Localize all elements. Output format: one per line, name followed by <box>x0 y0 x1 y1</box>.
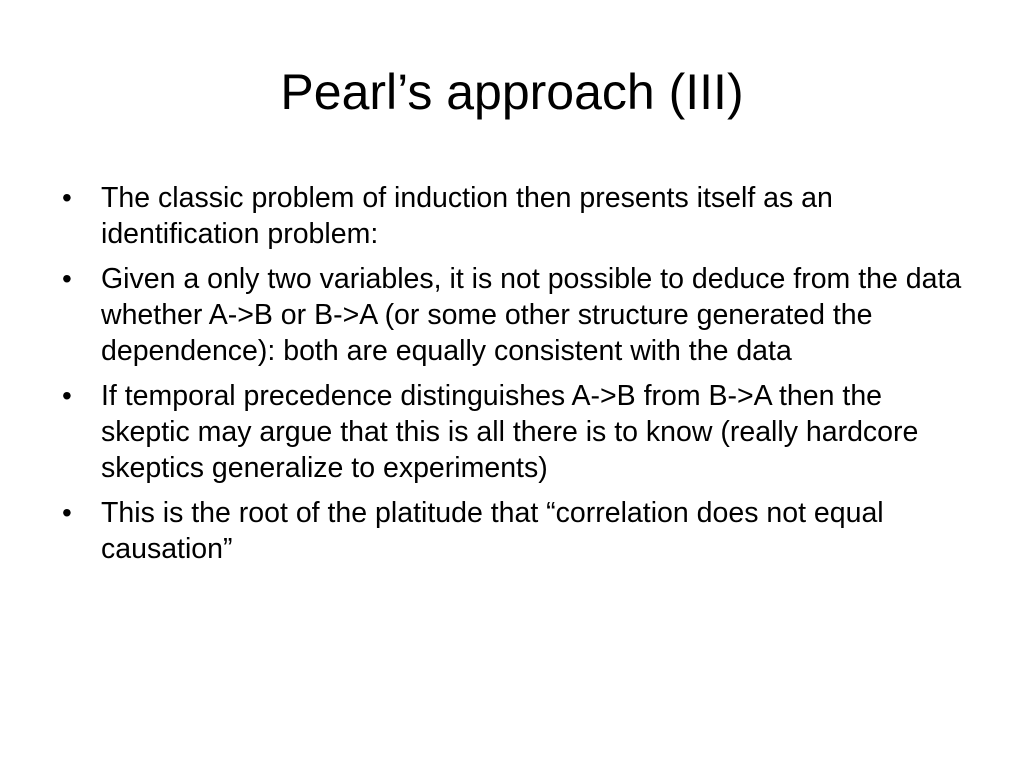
bullet-text: This is the root of the platitude that “correlation does not equal causation” <box>101 497 884 565</box>
bullet-dot-icon: • <box>62 497 72 528</box>
bullet-dot-icon: • <box>62 380 72 411</box>
bullet-text: If temporal precedence distinguishes A->B from B->A then the skeptic may argue that this is all there is to know (really hardcore skeptics generalize to experiments) <box>101 380 919 484</box>
bullet-dot-icon: • <box>62 182 72 213</box>
bullet-text: Given a only two variables, it is not possible to deduce from the data whether A->B or B->A (or some other structure generated the dependence): both are equally consistent with the data <box>101 263 962 367</box>
bullet-item <box>58 378 970 486</box>
bullet-item <box>58 261 970 369</box>
bullet-list <box>58 180 970 576</box>
slide-title: Pearl’s approach (III) <box>280 64 744 120</box>
bullet-dot-icon: • <box>62 263 72 294</box>
bullet-text: The classic problem of induction then presents itself as an identification problem: <box>101 182 833 250</box>
bullet-item <box>58 495 970 567</box>
bullet-item <box>58 180 970 252</box>
